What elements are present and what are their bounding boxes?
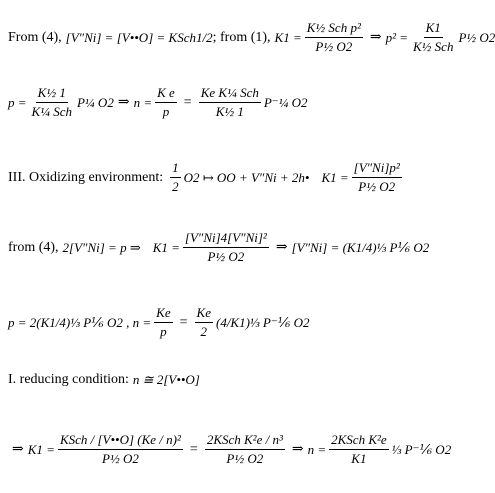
line2-frac3	[199, 85, 261, 120]
equation-line-2	[8, 85, 308, 120]
line2-frac1-den: K¼ Sch	[31, 104, 72, 119]
equation-line-3	[8, 160, 405, 195]
line3-half-num: 1	[170, 160, 181, 178]
line2-frac2-num: K e	[155, 85, 177, 103]
equation-line-4	[8, 230, 429, 265]
line1-sch: Sch	[177, 29, 196, 45]
line2-frac1	[30, 85, 74, 120]
line7-frac2-num: 2KSch K²e / n³	[205, 432, 285, 450]
equation-line-7	[8, 432, 451, 467]
line3-half	[170, 160, 181, 195]
line1-frac2	[411, 20, 455, 55]
line1-eq: [V″Ni] = [V••O] = K	[65, 29, 178, 45]
line2-frac3-den: K½ 1	[215, 104, 244, 119]
line5-frac1-den: p	[160, 324, 167, 339]
line1-mid: ; from (1),	[212, 29, 271, 45]
line5-frac1-num: Ke	[154, 305, 172, 323]
line5-frac2-num: Ke	[195, 305, 213, 323]
line5-text: p = 2(K1/4)⅓ P⅙ O2 , n =	[8, 314, 152, 330]
equation-line-6	[8, 372, 200, 388]
line2-frac2	[155, 85, 177, 120]
line1-arrow: ⇒	[369, 30, 382, 45]
line1-frac1-den: P½ O2	[315, 39, 353, 54]
line3-frac-num: [V″Ni]p²	[352, 160, 402, 178]
line2-arrow: ⇒	[117, 95, 130, 110]
line1-frac2-den: K½ Sch	[413, 39, 454, 54]
line7-frac1-den: P½ O2	[102, 451, 139, 466]
line4-frac-num: [V″Ni]4[V″Ni]²	[183, 230, 269, 248]
line3-half-den: 2	[172, 179, 179, 194]
line1-k1: K1 =	[274, 29, 302, 45]
line3-frac-den: P½ O2	[358, 179, 396, 194]
line7-frac2	[205, 432, 285, 467]
line5-frac1	[154, 305, 172, 340]
line5-tail: (4/K1)⅓ P⁻⅙ O2	[215, 314, 310, 330]
line1-frac1	[305, 20, 363, 55]
line7-eq: =	[189, 441, 198, 457]
line7-frac3-num: 2KSch K²e	[329, 432, 389, 450]
line1-prefix: From (4),	[8, 29, 62, 45]
line4-lhs: 2[V″Ni] = p ⇒	[62, 239, 141, 255]
line5-frac2-den: 2	[200, 324, 207, 339]
line2-tail1: P¼ O2	[76, 94, 114, 110]
line3-rhs: O2 ↦ OO + V″Ni + 2h•	[183, 169, 310, 185]
line7-frac3	[329, 432, 389, 467]
line7-frac3-den: K1	[351, 451, 367, 466]
line7-frac1-num: KSch / [V••O] (Ke / n)²	[58, 432, 183, 450]
equation-line-1	[8, 20, 495, 55]
line4-frac	[183, 230, 269, 265]
line6-label: I. reducing condition:	[8, 372, 129, 387]
line2-eq: =	[183, 94, 192, 110]
line7-frac1	[58, 432, 183, 467]
line2-frac2-den: p	[162, 104, 170, 119]
line1-tail: P½ O2	[458, 29, 495, 45]
line4-rhs: [V″Ni] = (K1/4)⅓ P⅙ O2	[291, 239, 430, 255]
line3-label: III. Oxidizing environment:	[8, 169, 164, 185]
line2-frac3-num: Ke K¼ Sch	[199, 85, 261, 103]
line4-label: from (4),	[8, 239, 59, 255]
line7-k1: K1 =	[27, 441, 55, 457]
line2-frac1-num: K½ 1	[36, 85, 68, 103]
line3-frac	[352, 160, 402, 195]
line4-frac-den: P½ O2	[207, 249, 245, 264]
line3-k1: K1 =	[321, 169, 349, 185]
line6-expr: n ≅ 2[V••O]	[132, 372, 200, 387]
line2-p: p =	[8, 94, 27, 110]
line1-frac1-num: K½ Sch p²	[305, 20, 363, 38]
line1-frac2-num: K1	[424, 20, 443, 38]
line4-arrow: ⇒	[275, 240, 288, 255]
line7-frac2-den: P½ O2	[226, 451, 264, 466]
equation-line-5	[8, 305, 309, 340]
line5-frac2	[195, 305, 213, 340]
line7-tail: ⅓ P⁻⅙ O2	[391, 441, 452, 457]
line5-eq: =	[179, 314, 188, 330]
line2-n: n =	[133, 94, 153, 110]
line2-tail3: P⁻¼ O2	[263, 94, 308, 110]
line7-arrow2: ⇒	[291, 442, 304, 457]
line1-exp: 1/2	[195, 29, 213, 45]
line7-arrow: ⇒	[12, 442, 24, 457]
line7-n: n =	[307, 441, 327, 457]
line4-k1: K1 =	[152, 239, 180, 255]
line1-p2: p² =	[385, 29, 408, 45]
